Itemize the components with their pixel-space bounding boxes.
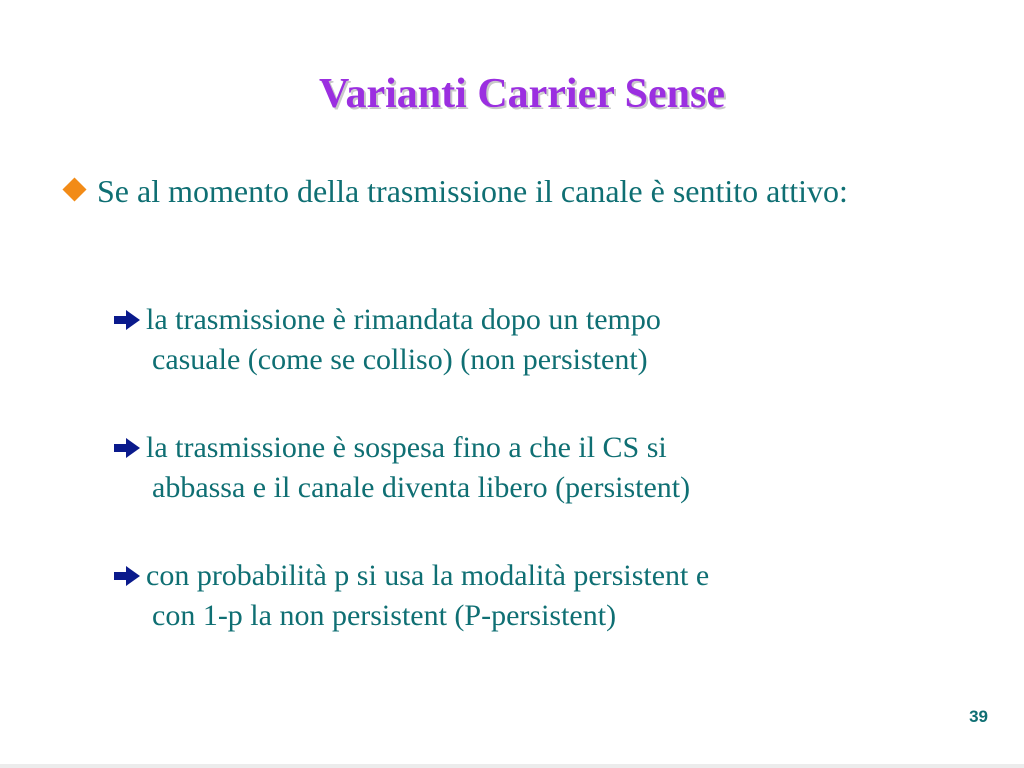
- slide-title: Varianti Carrier Sense: [319, 71, 725, 117]
- sub-bullet-3-line2: con 1-p la non persistent (P-persistent): [152, 599, 617, 632]
- bottom-divider: [0, 764, 1024, 768]
- diamond-bullet-icon: [62, 177, 86, 201]
- arrow-right-icon: [112, 309, 146, 331]
- sub-bullet-2-line2: abbassa e il canale diventa libero (persistent): [152, 471, 691, 504]
- main-bullet: [62, 170, 982, 212]
- sub-bullet-1-line2: casuale (come se colliso) (non persistent): [152, 343, 648, 376]
- sub-bullet-1: [112, 300, 952, 380]
- sub-bullet-1-line1: la trasmissione è rimandata dopo un tempo: [146, 303, 661, 336]
- arrow-right-icon: [112, 437, 146, 459]
- main-bullet-text: Se al momento della trasmissione il canale è sentito attivo:: [97, 173, 848, 209]
- sub-bullet-2: [112, 428, 952, 508]
- sub-bullet-3-line1: con probabilità p si usa la modalità persistent e: [146, 559, 710, 592]
- arrow-right-icon: [112, 565, 146, 587]
- sub-bullet-3: [112, 556, 952, 636]
- sub-bullet-2-line1: la trasmissione è sospesa fino a che il CS si: [146, 431, 667, 464]
- page-number: 39: [969, 707, 988, 726]
